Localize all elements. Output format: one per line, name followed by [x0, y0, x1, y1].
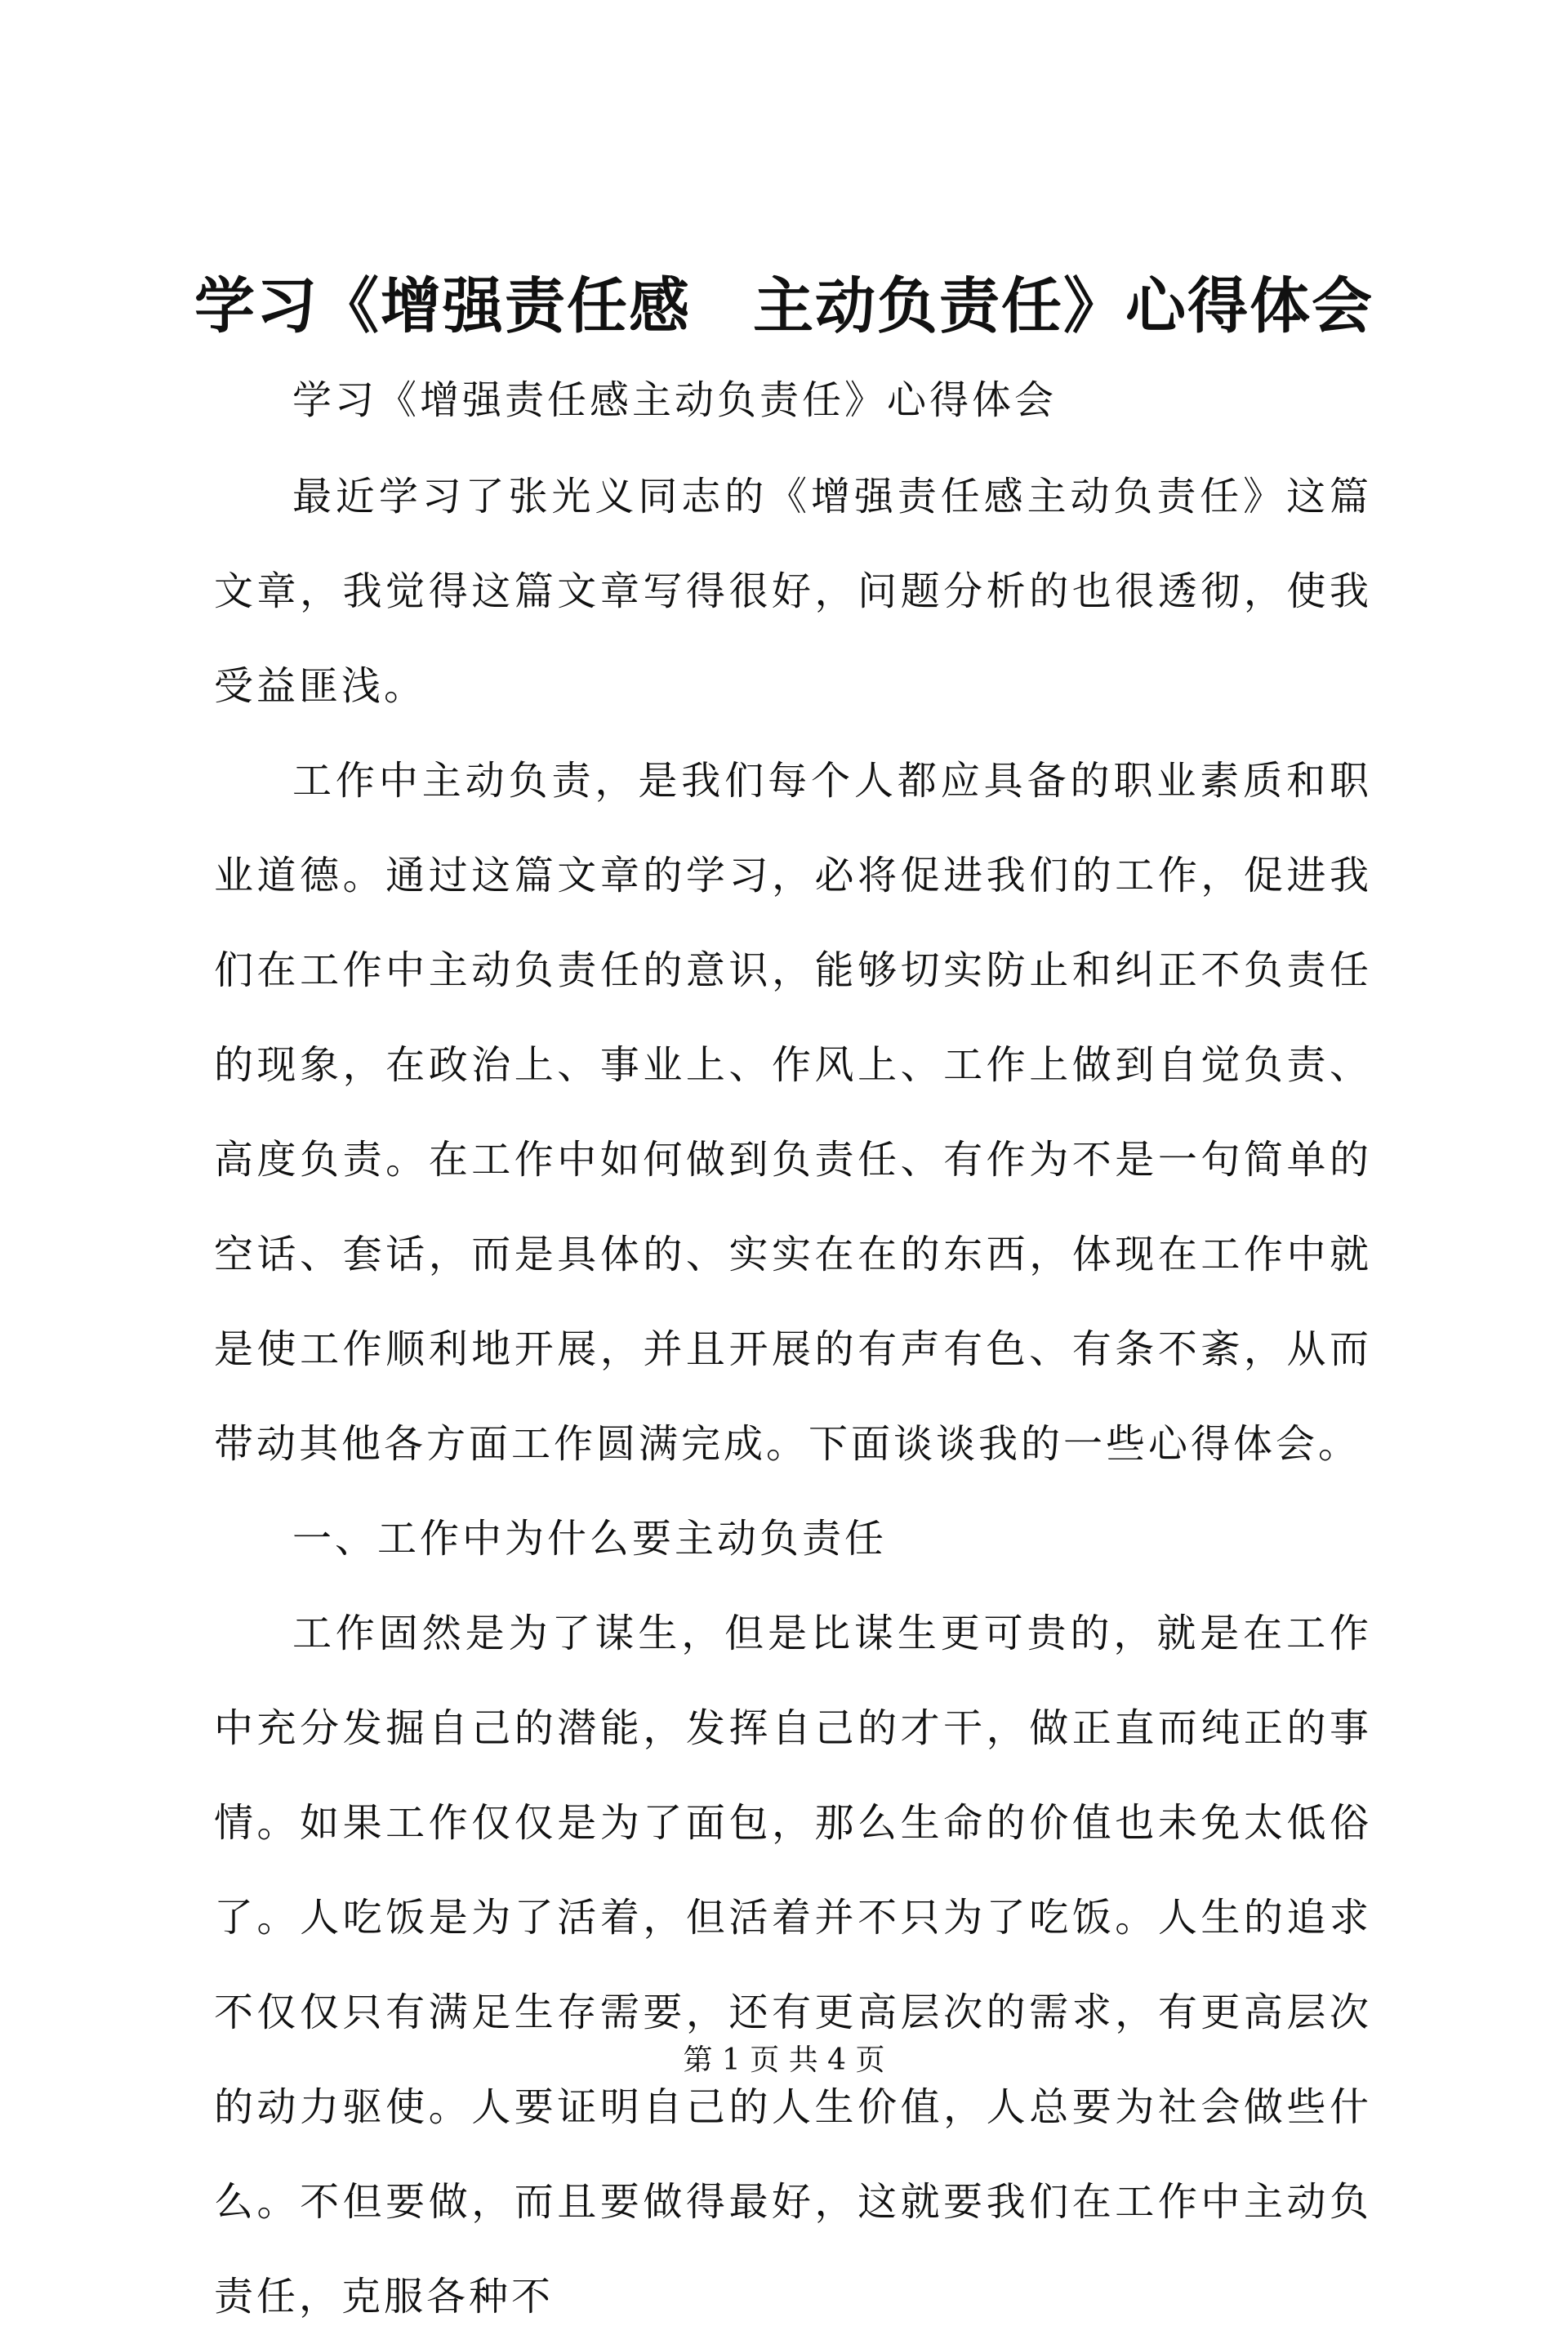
intro-paragraph: 最近学习了张光义同志的《增强责任感主动负责任》这篇文章，我觉得这篇文章写得很好，问题分析的也很透彻，使我受益匪浅。 [214, 474, 1372, 709]
section-heading: 一、工作中为什么要主动负责任 [292, 1516, 888, 1562]
page-number-footer: 第 1 页 共 4 页 [683, 2043, 885, 2077]
body-paragraph: 工作中主动负责，是我们每个人都应具备的职业素质和职业道德。通过这篇文章的学习，必将促进我们的工作，促进我们在工作中主动负责任的意识，能够切实防止和纠正不负责任的现象，在政治上、事业上、作风上、工作上做到自觉负责、高度负责。在工作中如何做到负责任、有作为不是一句简单的空话、套话，而是具体的、实实在在的东西，体现在工作中就是使工作顺利地开展，并且开展的有声有色、有条不紊，从而带动其他各方面工作圆满完成。下面谈谈我的一些心得体会。 [214, 758, 1372, 1467]
subtitle-paragraph: 学习《增强责任感主动负责任》心得体会 [292, 377, 1058, 423]
body-paragraph: 工作固然是为了谋生，但是比谋生更可贵的，就是在工作中充分发掘自己的潜能，发挥自己的才干，做正直而纯正的事情。如果工作仅仅是为了面包，那么生命的价值也未免太低俗了。人吃饭是为了活着，但活着并不只为了吃饭。人生的追求不仅仅只有满足生存需要，还有更高层次的需求，有更高层次的动力驱使。人要证明自己的人生价值，人总要为社会做些什么。不但要做，而且要做得最好，这就要我们在工作中主动负责任，克服各种不 [214, 1611, 1372, 2319]
document-title: 学习《增强责任感 主动负责任》心得体会 [194, 271, 1374, 341]
